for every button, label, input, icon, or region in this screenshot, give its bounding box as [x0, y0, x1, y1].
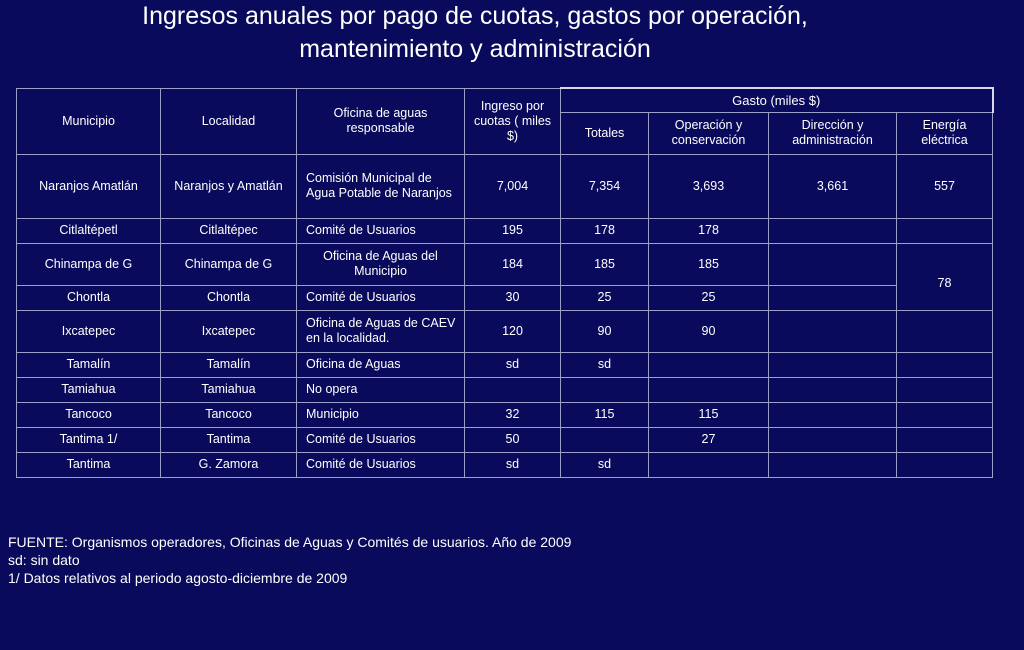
cell-operacion: 3,693	[649, 154, 769, 218]
cell-totales: sd	[561, 352, 649, 377]
cell-energia-empty	[897, 402, 993, 427]
cell-ingreso: 184	[465, 243, 561, 285]
cell-oficina: Oficina de Aguas del Municipio	[297, 243, 465, 285]
header-energia: Energía eléctrica	[897, 112, 993, 154]
cell-direccion	[769, 218, 897, 243]
cell-totales: 178	[561, 218, 649, 243]
cell-localidad: Tancoco	[161, 402, 297, 427]
cell-municipio: Chinampa de G	[17, 243, 161, 285]
cell-direccion	[769, 310, 897, 352]
cell-municipio: Tamalín	[17, 352, 161, 377]
cell-ingreso: sd	[465, 452, 561, 477]
cell-direccion	[769, 352, 897, 377]
cell-ingreso: 120	[465, 310, 561, 352]
cell-municipio: Tantima 1/	[17, 427, 161, 452]
cell-operacion	[649, 352, 769, 377]
cell-energia-empty	[897, 218, 993, 243]
table-row	[17, 154, 993, 218]
cell-ingreso	[465, 377, 561, 402]
table-row	[17, 377, 993, 402]
cell-municipio: Tancoco	[17, 402, 161, 427]
cell-oficina: Oficina de Aguas de CAEV en la localidad.	[297, 310, 465, 352]
cell-energia-empty	[897, 427, 993, 452]
cell-operacion: 25	[649, 285, 769, 310]
header-totales: Totales	[561, 112, 649, 154]
title-line-1: Ingresos anuales por pago de cuotas, gastos por operación,	[142, 2, 808, 30]
table-row	[17, 402, 993, 427]
cell-totales: 185	[561, 243, 649, 285]
cell-totales: sd	[561, 452, 649, 477]
table-row	[17, 452, 993, 477]
cell-operacion: 178	[649, 218, 769, 243]
cell-oficina: Municipio	[297, 402, 465, 427]
cell-energia-empty	[897, 377, 993, 402]
page-title	[0, 0, 950, 66]
cell-municipio: Tantima	[17, 452, 161, 477]
header-localidad: Localidad	[161, 88, 297, 154]
table-row	[17, 310, 993, 352]
data-table	[16, 87, 994, 478]
header-municipio: Municipio	[17, 88, 161, 154]
cell-direccion: 3,661	[769, 154, 897, 218]
cell-operacion	[649, 452, 769, 477]
table-row	[17, 285, 993, 310]
cell-ingreso: 50	[465, 427, 561, 452]
header-row-1	[17, 88, 993, 112]
cell-localidad: Naranjos y Amatlán	[161, 154, 297, 218]
cell-municipio: Citlaltépetl	[17, 218, 161, 243]
cell-direccion	[769, 285, 897, 310]
cell-oficina: Comité de Usuarios	[297, 452, 465, 477]
header-direccion: Dirección y administración	[769, 112, 897, 154]
cell-oficina: No opera	[297, 377, 465, 402]
cell-direccion	[769, 427, 897, 452]
table-row	[17, 218, 993, 243]
cell-localidad: Tamiahua	[161, 377, 297, 402]
title-line-2: mantenimiento y administración	[299, 35, 651, 63]
cell-ingreso: 7,004	[465, 154, 561, 218]
cell-operacion: 185	[649, 243, 769, 285]
cell-energia: 557	[897, 154, 993, 218]
footer-notes	[8, 533, 571, 587]
cell-localidad: G. Zamora	[161, 452, 297, 477]
cell-localidad: Tantima	[161, 427, 297, 452]
cell-municipio: Tamiahua	[17, 377, 161, 402]
cell-operacion	[649, 377, 769, 402]
cell-municipio: Ixcatepec	[17, 310, 161, 352]
cell-totales	[561, 427, 649, 452]
cell-localidad: Ixcatepec	[161, 310, 297, 352]
cell-ingreso: 30	[465, 285, 561, 310]
cell-totales	[561, 377, 649, 402]
cell-direccion	[769, 377, 897, 402]
cell-ingreso: 32	[465, 402, 561, 427]
table-row	[17, 352, 993, 377]
cell-energia-empty	[897, 352, 993, 377]
cell-localidad: Tamalín	[161, 352, 297, 377]
cell-oficina: Comisión Municipal de Agua Potable de Naranjos	[297, 154, 465, 218]
cell-ingreso: 195	[465, 218, 561, 243]
cell-energia-grupo: 78	[897, 243, 993, 310]
header-gasto: Gasto (miles $)	[561, 88, 993, 112]
footer-nota: 1/ Datos relativos al periodo agosto-diciembre de 2009	[8, 570, 348, 586]
cell-totales: 25	[561, 285, 649, 310]
cell-totales: 115	[561, 402, 649, 427]
table-row	[17, 427, 993, 452]
footer-fuente: FUENTE: Organismos operadores, Oficinas de Aguas y Comités de usuarios. Año de 2009	[8, 534, 572, 550]
cell-localidad: Chinampa de G	[161, 243, 297, 285]
cell-operacion: 27	[649, 427, 769, 452]
cell-direccion	[769, 243, 897, 285]
cell-municipio: Chontla	[17, 285, 161, 310]
cell-oficina: Comité de Usuarios	[297, 285, 465, 310]
cell-operacion: 90	[649, 310, 769, 352]
cell-oficina: Comité de Usuarios	[297, 218, 465, 243]
header-ingreso: Ingreso por cuotas ( miles $)	[465, 88, 561, 154]
cell-oficina: Oficina de Aguas	[297, 352, 465, 377]
cell-ingreso: sd	[465, 352, 561, 377]
footer-sd: sd: sin dato	[8, 552, 80, 568]
cell-totales: 7,354	[561, 154, 649, 218]
cell-totales: 90	[561, 310, 649, 352]
cell-operacion: 115	[649, 402, 769, 427]
cell-oficina: Comité de Usuarios	[297, 427, 465, 452]
cell-direccion	[769, 402, 897, 427]
header-operacion: Operación y conservación	[649, 112, 769, 154]
cell-localidad: Chontla	[161, 285, 297, 310]
cell-municipio: Naranjos Amatlán	[17, 154, 161, 218]
cell-energia-empty	[897, 310, 993, 352]
cell-localidad: Citlaltépec	[161, 218, 297, 243]
cell-energia-empty	[897, 452, 993, 477]
cell-direccion	[769, 452, 897, 477]
table-row	[17, 243, 993, 285]
header-oficina: Oficina de aguas responsable	[297, 88, 465, 154]
